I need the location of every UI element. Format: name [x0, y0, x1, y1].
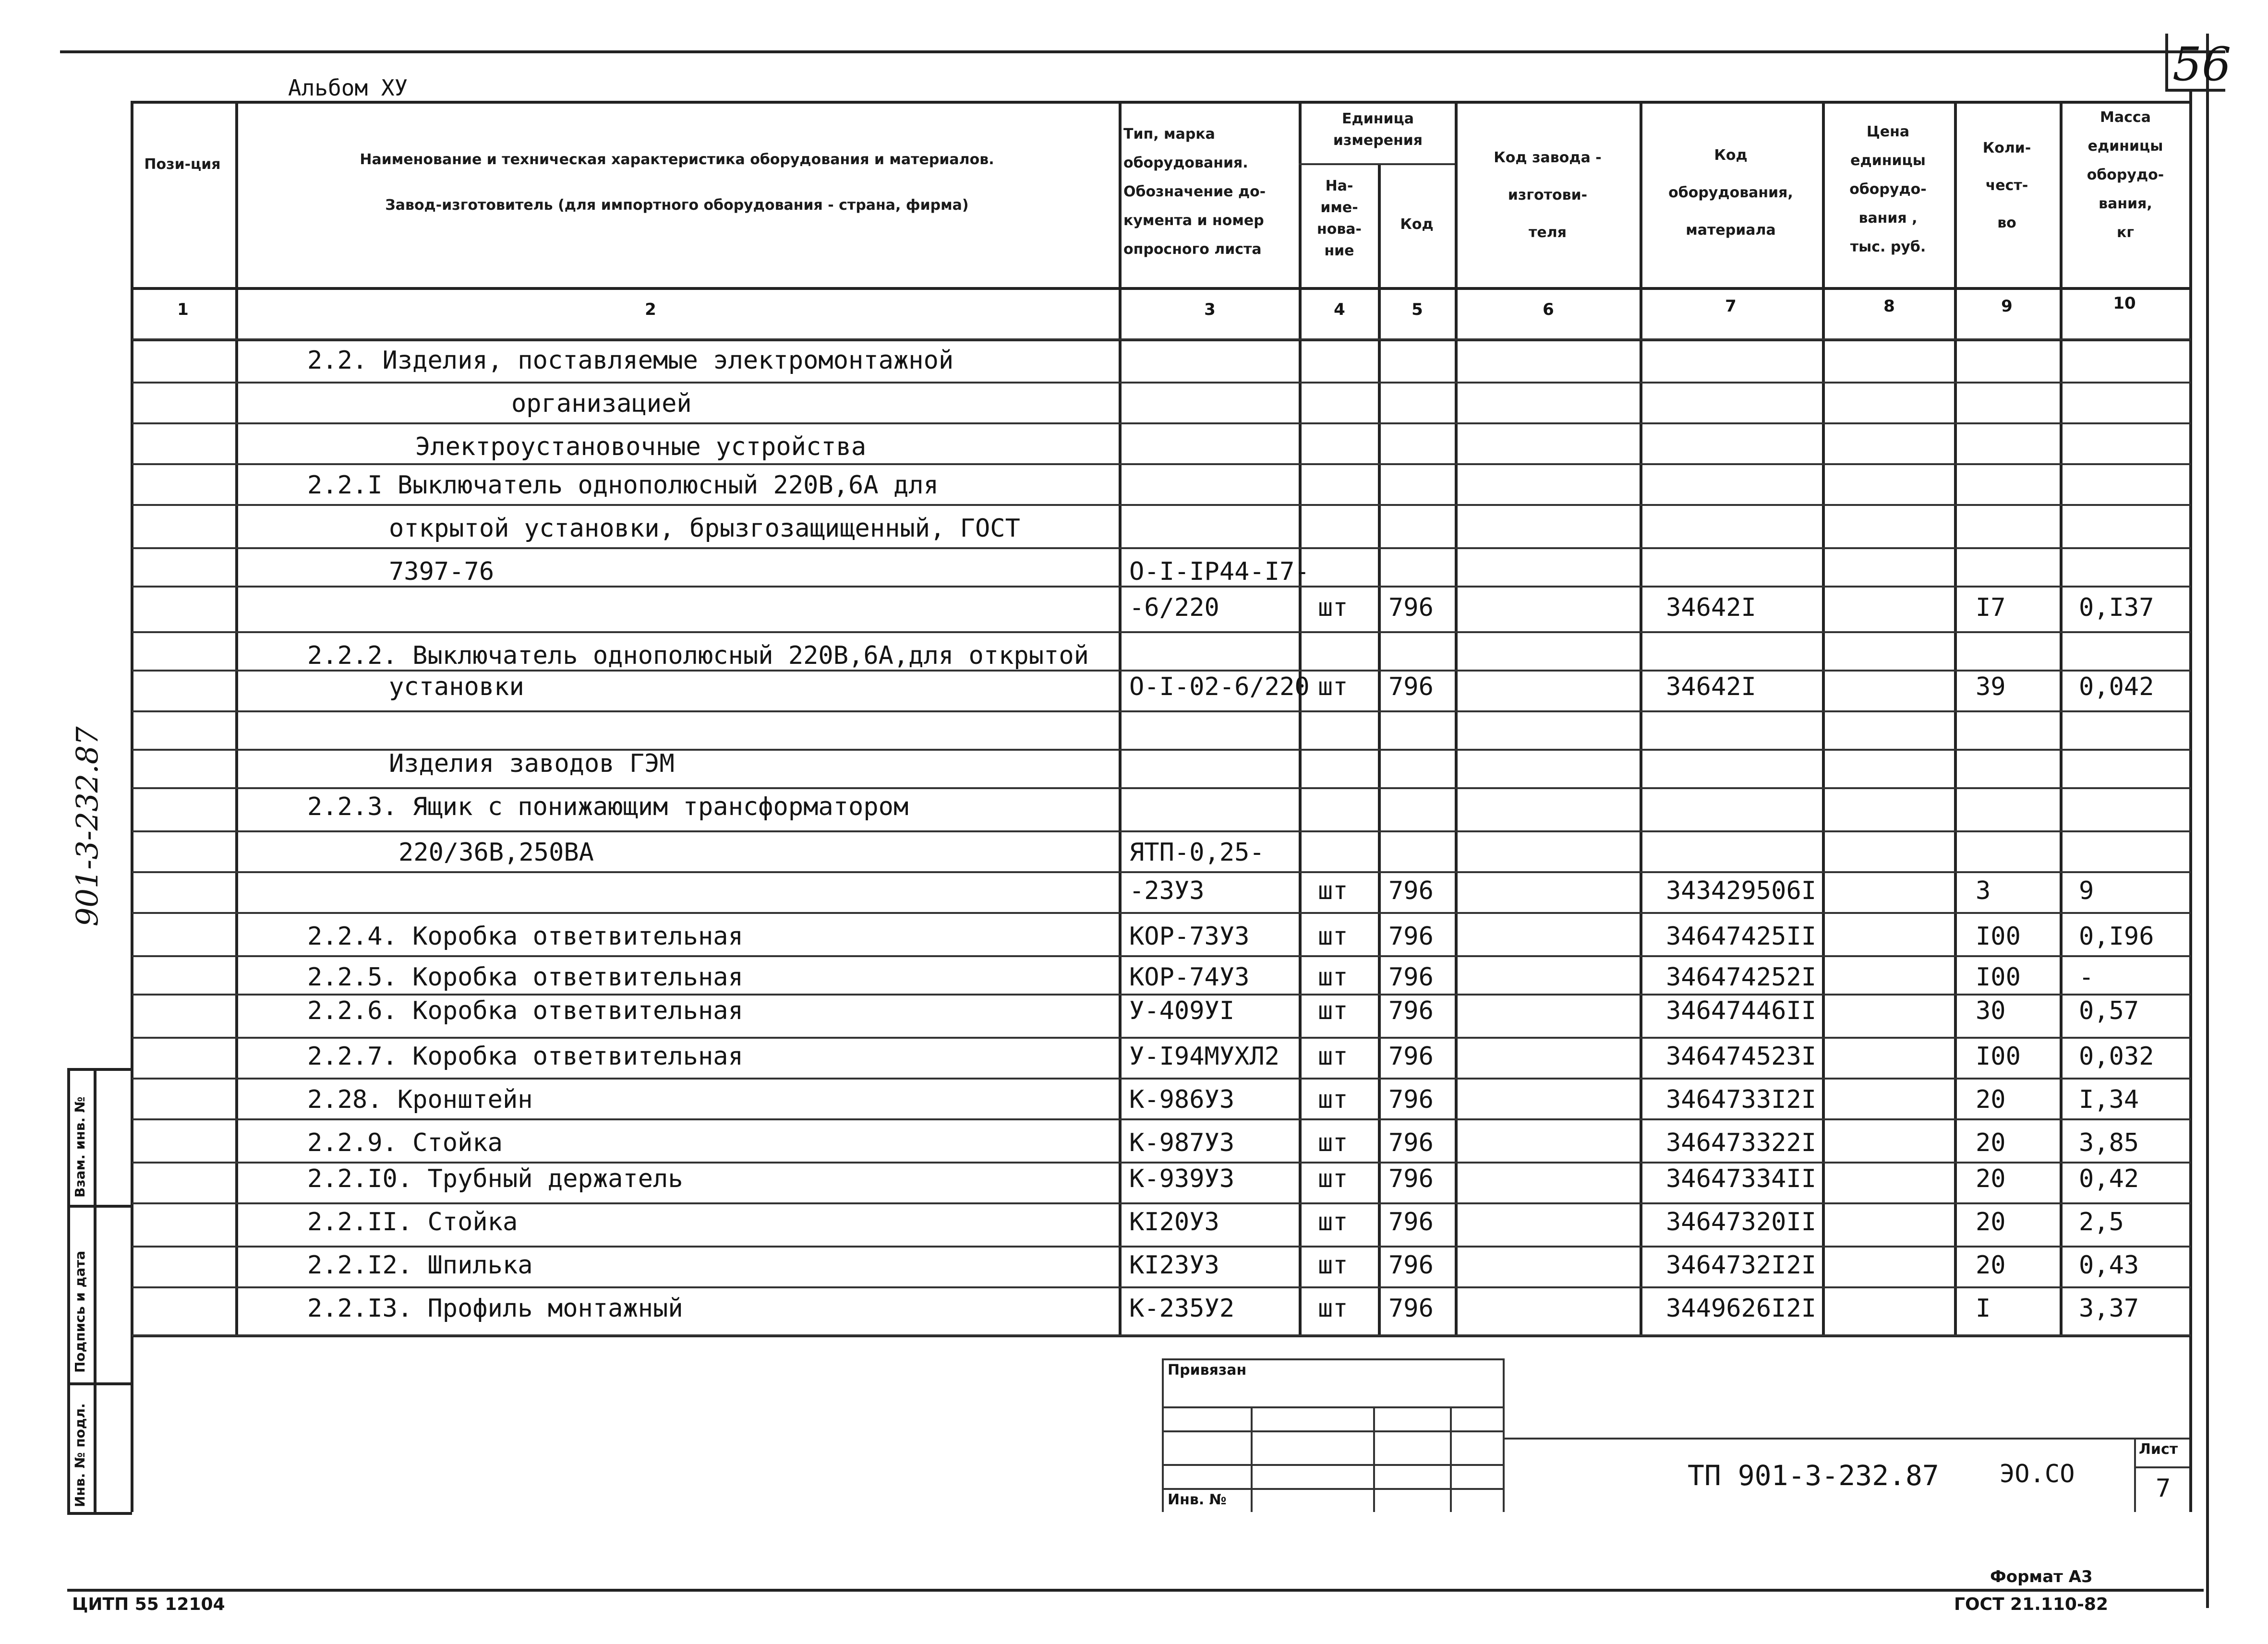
row-unit-code: 796	[1388, 1208, 1434, 1236]
document-mark: ЭО.СО	[2000, 1460, 2075, 1488]
row-name: 2.2.7. Коробка ответвительная	[307, 1042, 743, 1071]
row-unit-code: 796	[1388, 593, 1434, 622]
header-col10-line: кг	[2116, 224, 2135, 241]
row-divider	[132, 547, 2191, 549]
table-left-line	[131, 101, 133, 1512]
row-unit: шт	[1318, 922, 1348, 951]
row-name: открытой установки, брызгозащищенный, ГОСТ	[389, 514, 1020, 543]
side-strip-line	[67, 1382, 132, 1385]
header-col3-line: опросного листа	[1123, 241, 1262, 258]
col-divider-6	[1640, 101, 1642, 1334]
row-equipment-code: 3464732I2I	[1666, 1251, 1817, 1280]
side-strip-mid-line	[94, 1068, 97, 1512]
top-border-line	[60, 50, 2225, 53]
header-col3-line: кумента и номер	[1123, 212, 1264, 229]
row-mass: 0,I37	[2079, 593, 2154, 622]
row-quantity: 30	[1976, 996, 2006, 1025]
row-equipment-code: 3464733I2I	[1666, 1085, 1817, 1114]
right-border-line	[2206, 34, 2209, 1608]
row-divider	[132, 955, 2191, 957]
column-number: 5	[1411, 300, 1423, 319]
row-divider	[132, 830, 2191, 832]
column-number: 2	[645, 300, 656, 319]
row-unit-code: 796	[1388, 1251, 1434, 1280]
row-mass: 2,5	[2079, 1208, 2124, 1236]
row-divider	[132, 871, 2191, 873]
row-name: 2.2. Изделия, поставляемые электромонтажной	[307, 346, 954, 375]
header-col3-line: Обозначение до-	[1123, 183, 1266, 200]
column-number: 8	[1883, 297, 1895, 316]
row-mass: 3,37	[2079, 1294, 2139, 1323]
document-code: ТП 901-3-232.87	[1688, 1459, 1939, 1492]
row-quantity: I00	[1976, 922, 2021, 951]
stamp-left-line	[1162, 1358, 1164, 1512]
row-divider	[132, 463, 2191, 465]
column-number: 3	[1204, 300, 1216, 319]
stamp-top-line	[1162, 1358, 1503, 1360]
row-mass: 9	[2079, 876, 2094, 905]
row-type: У-409УI	[1129, 996, 1235, 1025]
row-name: 2.2.5. Коробка ответвительная	[307, 963, 743, 992]
header-col9-line: во	[1997, 215, 2016, 231]
row-type: О-I-IP44-I7-	[1129, 557, 1310, 586]
sheet-cell-mid-line	[2134, 1466, 2189, 1468]
row-type: К-986У3	[1129, 1085, 1235, 1114]
sheet-cell-left-line	[2134, 1438, 2136, 1512]
row-type: К-987У3	[1129, 1128, 1235, 1157]
header-col10-line: оборудо-	[2087, 167, 2164, 183]
row-divider	[132, 422, 2191, 424]
col-divider-5	[1455, 101, 1458, 1334]
row-name: Электроустановочные устройства	[415, 432, 867, 461]
title-block-line	[1503, 1438, 2189, 1440]
row-type: К-939У3	[1129, 1164, 1235, 1193]
row-equipment-code: 34647334II	[1666, 1164, 1817, 1193]
row-name: организацией	[511, 389, 692, 418]
row-unit-code: 796	[1388, 1294, 1434, 1323]
row-name: 2.2.9. Стойка	[307, 1128, 503, 1157]
row-divider	[132, 338, 2191, 340]
row-divider	[132, 382, 2191, 384]
row-mass: 3,85	[2079, 1128, 2139, 1157]
row-name: 2.2.I0. Трубный держатель	[307, 1164, 683, 1193]
row-unit-code: 796	[1388, 1085, 1434, 1114]
row-name: 2.28. Кронштейн	[307, 1085, 533, 1114]
row-name: 2.2.2. Выключатель однополюсный 220В,6А,для открытой	[307, 641, 1089, 670]
header-col8-line: Цена	[1866, 123, 1910, 140]
row-divider	[132, 912, 2191, 914]
row-unit-code: 796	[1388, 1164, 1434, 1193]
header-col6-line: Код завода -	[1494, 149, 1602, 166]
table-right-line	[2189, 91, 2192, 1512]
header-col9-line: чест-	[1985, 177, 2028, 194]
row-quantity: I00	[1976, 963, 2021, 992]
row-divider	[132, 787, 2191, 789]
row-divider	[132, 1078, 2191, 1080]
row-type: КI20У3	[1129, 1208, 1219, 1236]
row-equipment-code: 34642I	[1666, 593, 1756, 622]
header-unit-group: Единица измерения	[1333, 110, 1423, 149]
row-type: У-I94МУХЛ2	[1129, 1042, 1280, 1071]
row-equipment-code: 346474523I	[1666, 1042, 1817, 1071]
header-col10-mass	[2063, 103, 2188, 247]
row-quantity: 20	[1976, 1164, 2006, 1193]
header-col10-line: вания,	[2099, 195, 2152, 212]
row-divider	[132, 1246, 2191, 1248]
row-quantity: 3	[1976, 876, 1991, 905]
row-unit: шт	[1318, 593, 1348, 622]
column-number: 9	[2001, 297, 2013, 316]
row-divider	[132, 1334, 2191, 1336]
row-unit: шт	[1318, 1128, 1348, 1157]
header-col2-line1: Наименование и техническая характеристика оборудования и материалов.	[360, 151, 994, 168]
stamp-right-line	[1503, 1358, 1505, 1512]
row-quantity: 20	[1976, 1128, 2006, 1157]
row-divider	[132, 1162, 2191, 1164]
row-divider	[132, 504, 2191, 506]
row-mass: 0,57	[2079, 996, 2139, 1025]
col-divider-2	[1119, 101, 1122, 1334]
sheet-number-box-left	[2165, 34, 2168, 91]
row-quantity: I00	[1976, 1042, 2021, 1071]
vertical-project-code: 901-3-232.87	[70, 726, 105, 926]
row-name: 2.2.I2. Шпилька	[307, 1251, 533, 1280]
row-mass: 0,I96	[2079, 922, 2154, 951]
header-col8-line: тыс. руб.	[1850, 239, 1926, 255]
side-label-signature-date: Подпись и дата	[72, 1250, 88, 1373]
row-name: 2.2.I3. Профиль монтажный	[307, 1294, 683, 1323]
header-col9-quantity	[1956, 130, 2057, 242]
col-divider-3	[1299, 101, 1302, 1334]
row-type: КОР-73У3	[1129, 922, 1250, 951]
row-mass: 0,032	[2079, 1042, 2154, 1071]
row-divider	[132, 1118, 2191, 1120]
header-col7-equipment-code	[1642, 137, 1820, 249]
format-label: Формат А3	[1990, 1567, 2093, 1586]
header-col4-line: име-	[1320, 199, 1358, 216]
header-col4-line: нова-	[1316, 221, 1362, 238]
header-col3-line: оборудования.	[1123, 155, 1248, 171]
side-strip-left-line	[67, 1068, 70, 1512]
row-divider	[132, 1202, 2191, 1204]
header-col10-line: единицы	[2087, 138, 2163, 155]
row-equipment-code: 346474252I	[1666, 963, 1817, 992]
stamp-v-line	[1450, 1406, 1452, 1512]
row-unit: шт	[1318, 996, 1348, 1025]
row-quantity: 39	[1976, 672, 2006, 701]
row-divider	[132, 1286, 2191, 1288]
row-divider	[132, 710, 2191, 712]
row-mass: -	[2079, 963, 2094, 992]
header-col3-line: Тип, марка	[1123, 126, 1215, 143]
side-strip-bottom-line	[67, 1512, 132, 1515]
row-name: Изделия заводов ГЭМ	[389, 749, 675, 778]
header-col3-type	[1123, 120, 1296, 264]
row-mass: I,34	[2079, 1085, 2139, 1114]
row-mass: 0,042	[2079, 672, 2154, 701]
header-col4-line: На-	[1325, 178, 1353, 194]
sheet-value: 7	[2156, 1474, 2171, 1503]
header-col6-factory-code	[1458, 139, 1638, 252]
header-col8-line: оборудо-	[1849, 181, 1927, 198]
stamp-v-line	[1373, 1406, 1375, 1512]
row-name: 7397-76	[389, 557, 495, 586]
row-unit: шт	[1318, 1208, 1348, 1236]
stamp-bound-label: Привязан	[1168, 1362, 1247, 1379]
column-number: 7	[1725, 297, 1737, 316]
header-col5-code: Код	[1400, 216, 1434, 233]
row-type: КI23У3	[1129, 1251, 1219, 1280]
table-top-line	[132, 101, 2192, 104]
row-unit-code: 796	[1388, 922, 1434, 951]
row-equipment-code: 34647425II	[1666, 922, 1817, 951]
row-divider	[132, 1037, 2191, 1039]
footer-line	[67, 1589, 2204, 1592]
handwritten-sheet-number: 56	[2172, 37, 2232, 91]
header-col8-line: единицы	[1850, 152, 1926, 169]
row-name: 2.2.6. Коробка ответвительная	[307, 996, 743, 1025]
row-unit: шт	[1318, 1042, 1348, 1071]
row-unit-code: 796	[1388, 672, 1434, 701]
row-equipment-code: 34647446II	[1666, 996, 1817, 1025]
header-col6-line: изготови-	[1508, 187, 1588, 204]
header-col4-name	[1302, 175, 1376, 262]
row-divider	[132, 994, 2191, 996]
row-unit: шт	[1318, 1251, 1348, 1280]
header-col4-line: ние	[1324, 242, 1354, 259]
row-type: -23У3	[1129, 876, 1205, 905]
row-type: КОР-74У3	[1129, 963, 1250, 992]
stamp-inv-label: Инв. №	[1168, 1491, 1227, 1508]
column-number: 10	[2113, 294, 2136, 313]
header-col7-line: оборудования,	[1668, 184, 1793, 201]
row-type: ЯТП-0,25-	[1129, 838, 1265, 867]
footer-print-code: ЦИТП 55 12104	[72, 1595, 225, 1614]
header-col2-line2: Завод-изготовитель (для импортного оборудования - страна, фирма)	[385, 197, 969, 214]
col-divider-8	[1954, 101, 1957, 1334]
header-col1-position: Пози-ция	[144, 156, 221, 173]
gost-label: ГОСТ 21.110-82	[1954, 1595, 2109, 1614]
column-number: 4	[1334, 300, 1345, 319]
row-equipment-code: 343429506I	[1666, 876, 1817, 905]
row-name: 2.2.I Выключатель однополюсный 220В,6А для	[307, 471, 939, 500]
row-mass: 0,42	[2079, 1164, 2139, 1193]
row-type: О-I-02-6/220	[1129, 672, 1310, 701]
sheet-label: Лист	[2139, 1441, 2178, 1458]
row-name: 2.2.4. Коробка ответвительная	[307, 922, 743, 951]
row-unit-code: 796	[1388, 963, 1434, 992]
header-col7-line: материала	[1686, 222, 1776, 239]
row-name: 2.2.II. Стойка	[307, 1208, 518, 1236]
column-number: 6	[1543, 300, 1554, 319]
row-unit: шт	[1318, 1294, 1348, 1323]
col-divider-1	[235, 101, 238, 1334]
col-divider-7	[1822, 101, 1825, 1334]
row-equipment-code: 346473322I	[1666, 1128, 1817, 1157]
row-unit-code: 796	[1388, 996, 1434, 1025]
header-col8-line: вания ,	[1858, 210, 1918, 227]
row-unit-code: 796	[1388, 1042, 1434, 1071]
row-type: -6/220	[1129, 593, 1219, 622]
row-quantity: I	[1976, 1294, 1991, 1323]
header-col9-line: Коли-	[1982, 140, 2031, 156]
side-strip-line	[67, 1205, 132, 1208]
album-label: Альбом ХУ	[288, 75, 408, 101]
header-col8-price	[1824, 118, 1952, 262]
row-unit-code: 796	[1388, 876, 1434, 905]
column-number: 1	[177, 300, 189, 319]
row-divider	[132, 631, 2191, 633]
row-equipment-code: 34642I	[1666, 672, 1756, 701]
row-quantity: 20	[1976, 1251, 2006, 1280]
row-quantity: 20	[1976, 1208, 2006, 1236]
header-col10-line: Масса	[2100, 109, 2151, 126]
row-unit: шт	[1318, 963, 1348, 992]
row-name: 2.2.3. Ящик с понижающим трансформатором	[307, 792, 909, 821]
row-name: 220/36В,250ВА	[398, 838, 594, 867]
row-unit-code: 796	[1388, 1128, 1434, 1157]
row-equipment-code: 3449626I2I	[1666, 1294, 1817, 1323]
row-type: К-235У2	[1129, 1294, 1235, 1323]
row-quantity: 20	[1976, 1085, 2006, 1114]
row-equipment-code: 34647320II	[1666, 1208, 1817, 1236]
header-col6-line: теля	[1529, 224, 1567, 241]
col-divider-9	[2060, 101, 2063, 1334]
row-quantity: I7	[1976, 593, 2006, 622]
header-col7-line: Код	[1714, 147, 1748, 164]
row-name: установки	[389, 672, 524, 701]
side-label-original-inv: Инв. № подл.	[72, 1403, 88, 1507]
row-unit: шт	[1318, 672, 1348, 701]
side-label-replacement-inv: Взам. инв. №	[72, 1096, 88, 1198]
unit-group-divider	[1299, 163, 1455, 165]
stamp-v-line	[1251, 1406, 1253, 1512]
row-unit: шт	[1318, 1164, 1348, 1193]
header-bottom-line	[132, 287, 2192, 290]
row-unit: шт	[1318, 876, 1348, 905]
side-strip-top-line	[67, 1068, 132, 1071]
row-unit: шт	[1318, 1085, 1348, 1114]
row-mass: 0,43	[2079, 1251, 2139, 1280]
